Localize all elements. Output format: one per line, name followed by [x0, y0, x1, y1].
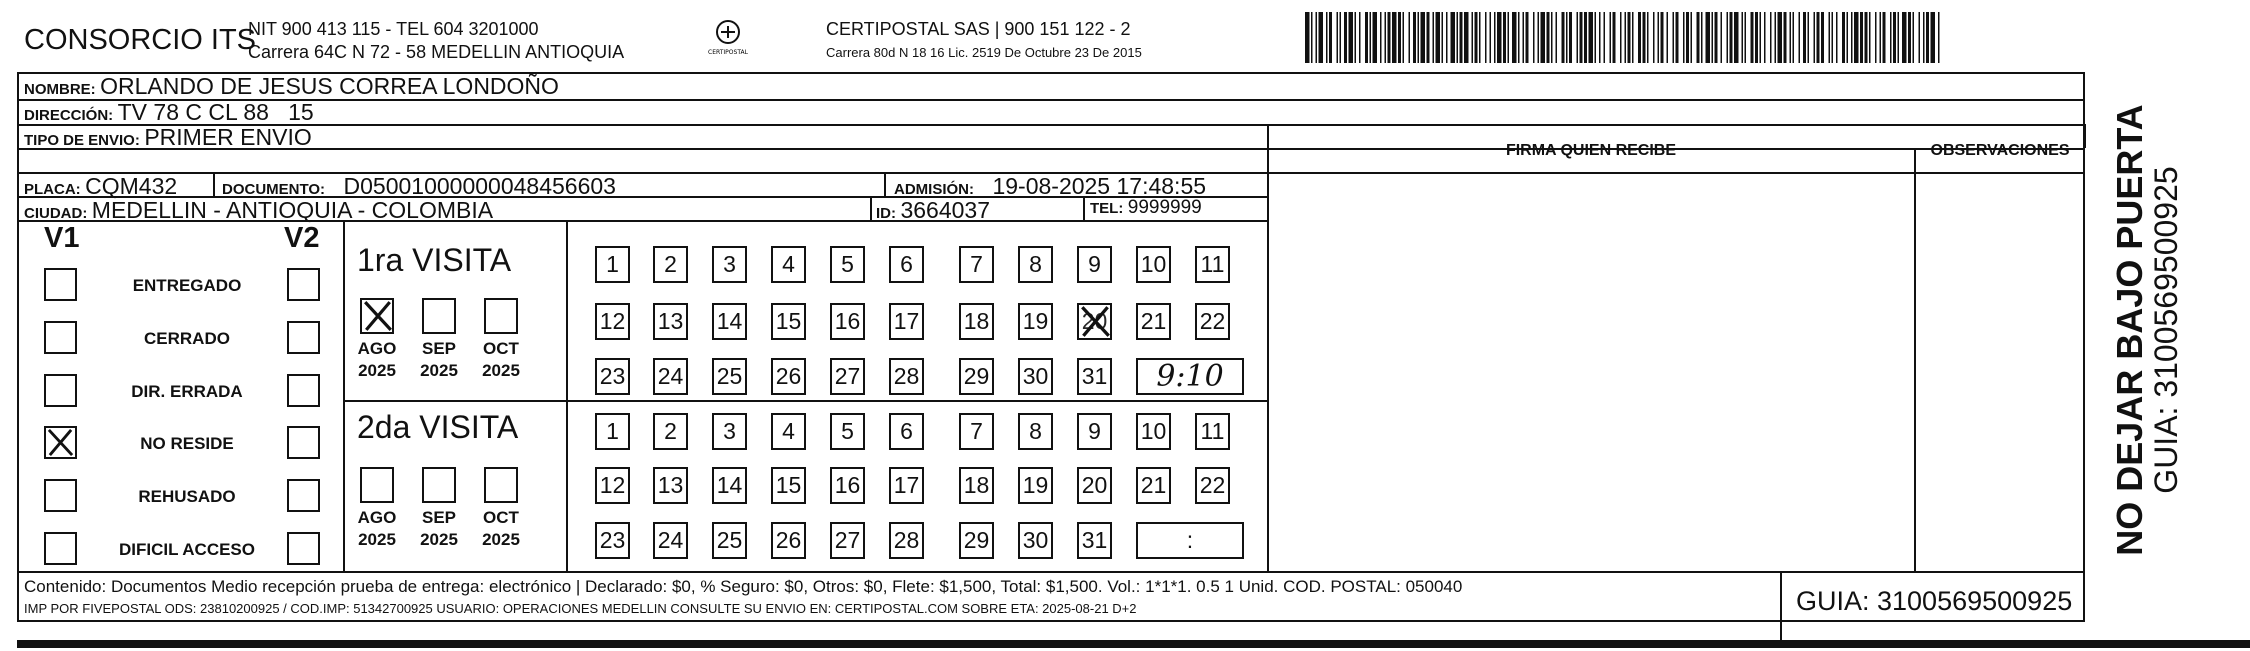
day-number: 13: [657, 308, 684, 334]
day-box[interactable]: [1018, 246, 1053, 283]
day-number: 13: [657, 472, 684, 498]
day-number: 22: [1199, 308, 1226, 334]
day-box[interactable]: [595, 246, 630, 283]
day-box[interactable]: [712, 522, 747, 559]
month-label: SEP: [421, 508, 457, 527]
admision-row: [894, 173, 1206, 200]
day-box[interactable]: [1195, 413, 1230, 450]
day-box[interactable]: [1018, 522, 1053, 559]
v2-checkbox[interactable]: [287, 426, 320, 459]
month-checkbox[interactable]: [422, 467, 456, 503]
year-label: 2025: [358, 361, 396, 380]
day-number: 25: [716, 527, 743, 553]
month-label: OCT: [483, 339, 519, 358]
day-box[interactable]: [771, 303, 806, 340]
nombre-value: ORLANDO DE JESUS CORREA LONDOÑO: [100, 73, 559, 99]
day-number: 8: [1029, 418, 1042, 444]
day-number: 31: [1081, 363, 1108, 389]
documento-value: D05001000000048456603: [343, 173, 616, 199]
day-number: 22: [1199, 472, 1226, 498]
day-number: 1: [606, 251, 619, 277]
logo-text: CERTIPOSTAL: [708, 49, 748, 56]
direccion-value: TV 78 C CL 88 15: [117, 99, 314, 125]
day-number: 6: [900, 418, 913, 444]
x-mark-icon: [1079, 305, 1112, 338]
nombre-row: [24, 73, 559, 100]
id-row: [876, 197, 990, 224]
day-box[interactable]: [712, 467, 747, 504]
tipo-value: PRIMER ENVIO: [144, 124, 312, 150]
time-box[interactable]: [1136, 522, 1244, 559]
day-number: 29: [963, 363, 990, 389]
day-number: 14: [716, 308, 743, 334]
day-box[interactable]: [1077, 467, 1112, 504]
side-note-wrap: [2106, 100, 2186, 560]
day-number: 14: [716, 472, 743, 498]
day-box[interactable]: [959, 413, 994, 450]
nombre-label: NOMBRE:: [24, 81, 96, 98]
direccion-row: [24, 99, 314, 126]
day-box[interactable]: [1195, 246, 1230, 283]
status-label: CERRADO: [144, 329, 230, 348]
day-number: 5: [841, 418, 854, 444]
id-value: 3664037: [900, 197, 990, 223]
day-box[interactable]: [830, 467, 865, 504]
v1-checkbox[interactable]: [44, 479, 77, 512]
day-box[interactable]: [1018, 303, 1053, 340]
day-number: 9: [1088, 418, 1101, 444]
day-number: 28: [893, 527, 920, 553]
day-number: 23: [599, 363, 626, 389]
day-number: 17: [893, 308, 920, 334]
day-number: 9: [1088, 251, 1101, 277]
company-name: CONSORCIO ITS: [24, 24, 257, 56]
day-number: 16: [834, 472, 861, 498]
day-box[interactable]: [889, 522, 924, 559]
v1-checkbox[interactable]: [44, 426, 77, 459]
day-number: 26: [775, 527, 802, 553]
company-nit: NIT 900 413 115 - TEL 604 3201000: [248, 19, 539, 39]
admision-value: 19-08-2025 17:48:55: [992, 173, 1207, 199]
day-box[interactable]: [830, 246, 865, 283]
day-box[interactable]: [653, 246, 688, 283]
day-number: 5: [841, 251, 854, 277]
day-number: 2: [664, 251, 677, 277]
day-box[interactable]: [1077, 522, 1112, 559]
day-number: 16: [834, 308, 861, 334]
day-box[interactable]: [830, 303, 865, 340]
day-box[interactable]: [1077, 303, 1112, 340]
day-number: 31: [1081, 527, 1108, 553]
day-box[interactable]: [1136, 303, 1171, 340]
placa-value: CQM432: [85, 173, 178, 199]
v2-checkbox[interactable]: [287, 479, 320, 512]
ciudad-row: [24, 197, 493, 224]
day-box[interactable]: [830, 413, 865, 450]
day-box[interactable]: [830, 522, 865, 559]
status-label: DIR. ERRADA: [131, 382, 243, 401]
day-number: 29: [963, 527, 990, 553]
status-label: ENTREGADO: [132, 276, 242, 295]
visit2-title: 2da VISITA: [357, 409, 519, 445]
placa-row: [24, 173, 177, 200]
contenido-text: Contenido: Documentos Medio recepción prueba de entrega: electrónico | Declarado: $0, % Seguro: $0, Otros: $0, Flete: $1,500, Total: $1,500. Vol.: 1*1*1. 0.5 1 Unid. COD. POSTAL: 050040: [24, 577, 1463, 596]
day-number: 7: [970, 418, 983, 444]
day-number: 25: [716, 363, 743, 389]
day-number: 3: [723, 418, 736, 444]
day-number: 1: [606, 418, 619, 444]
admision-label: ADMISIÓN:: [894, 181, 974, 198]
day-box[interactable]: [889, 246, 924, 283]
day-number: 20: [1081, 472, 1108, 498]
certipostal-logo: [708, 18, 748, 58]
day-number: 24: [657, 527, 684, 553]
year-label: 2025: [420, 530, 458, 549]
day-number: 30: [1022, 363, 1049, 389]
day-box[interactable]: [653, 303, 688, 340]
year-label: 2025: [482, 530, 520, 549]
day-number: 23: [599, 527, 626, 553]
day-box[interactable]: [889, 358, 924, 395]
year-label: 2025: [358, 530, 396, 549]
day-box[interactable]: [959, 303, 994, 340]
day-box[interactable]: [653, 358, 688, 395]
day-number: 26: [775, 363, 802, 389]
day-box[interactable]: [889, 413, 924, 450]
day-box[interactable]: [1195, 467, 1230, 504]
tel-label: TEL:: [1090, 200, 1124, 217]
ciudad-label: CIUDAD:: [24, 205, 88, 222]
day-box[interactable]: [1136, 246, 1171, 283]
day-number: 6: [900, 251, 913, 277]
day-box[interactable]: [889, 467, 924, 504]
day-box[interactable]: [1136, 467, 1171, 504]
day-box[interactable]: [771, 467, 806, 504]
day-box[interactable]: [595, 413, 630, 450]
day-number: 20: [1081, 308, 1108, 334]
time-value: 9:10: [1156, 359, 1224, 394]
carrier-address: Carrera 80d N 18 16 Lic. 2519 De Octubre 23 De 2015: [826, 45, 1142, 60]
id-label: ID:: [876, 205, 896, 222]
v1-checkbox[interactable]: [44, 532, 77, 565]
day-number: 12: [599, 472, 626, 498]
day-number: 4: [782, 418, 795, 444]
day-number: 10: [1140, 418, 1167, 444]
day-box[interactable]: [771, 522, 806, 559]
tipo-label: TIPO DE ENVIO:: [24, 132, 140, 149]
day-box[interactable]: [889, 303, 924, 340]
day-number: 11: [1200, 418, 1225, 444]
day-number: 3: [723, 251, 736, 277]
day-number: 15: [775, 472, 802, 498]
day-box[interactable]: [771, 246, 806, 283]
day-number: 24: [657, 363, 684, 389]
day-number: 10: [1140, 251, 1167, 277]
day-box[interactable]: [653, 467, 688, 504]
month-checkbox[interactable]: [484, 298, 518, 334]
day-box[interactable]: [1018, 413, 1053, 450]
year-label: 2025: [420, 361, 458, 380]
day-number: 27: [834, 527, 861, 553]
day-number: 8: [1029, 251, 1042, 277]
v2-checkbox[interactable]: [287, 374, 320, 407]
day-box[interactable]: [1077, 246, 1112, 283]
day-number: 11: [1200, 251, 1225, 277]
day-box[interactable]: [1077, 358, 1112, 395]
day-number: 12: [599, 308, 626, 334]
carrier-name: CERTIPOSTAL SAS | 900 151 122 - 2: [826, 19, 1131, 39]
v2-checkbox[interactable]: [287, 321, 320, 354]
x-mark-icon: [46, 428, 75, 457]
day-number: 27: [834, 363, 861, 389]
day-box[interactable]: [1195, 303, 1230, 340]
day-number: 2: [664, 418, 677, 444]
day-number: 15: [775, 308, 802, 334]
day-box[interactable]: [771, 358, 806, 395]
v2-checkbox[interactable]: [287, 532, 320, 565]
day-box[interactable]: [959, 358, 994, 395]
status-label: NO RESIDE: [140, 434, 234, 453]
tipo-row: [24, 124, 312, 151]
day-box[interactable]: [1018, 467, 1053, 504]
day-box[interactable]: [712, 358, 747, 395]
placa-label: PLACA:: [24, 181, 81, 198]
day-box[interactable]: [595, 467, 630, 504]
time-box[interactable]: [1136, 358, 1244, 395]
v1-label: V1: [44, 222, 80, 254]
imp-text: IMP POR FIVEPOSTAL ODS: 23810200925 / COD.IMP: 51342700925 USUARIO: OPERACIONES MEDELLIN CONSULTE SU ENVIO EN: CERTIPOSTAL.COM SOBRE ETA: 2025-08-21 D+2: [24, 601, 1137, 616]
day-number: 18: [963, 472, 990, 498]
documento-row: [222, 173, 616, 200]
day-box[interactable]: [1018, 358, 1053, 395]
day-box[interactable]: [712, 246, 747, 283]
month-label: AGO: [357, 339, 397, 358]
day-box[interactable]: [1136, 413, 1171, 450]
v2-label: V2: [284, 222, 320, 254]
tel-value: 9999999: [1127, 197, 1202, 218]
month-checkbox[interactable]: [360, 298, 394, 334]
day-box[interactable]: [595, 522, 630, 559]
day-box[interactable]: [959, 246, 994, 283]
day-number: 18: [963, 308, 990, 334]
x-mark-icon: [362, 300, 394, 332]
footer-guia: GUIA: 3100569500925: [1796, 586, 2073, 616]
month-checkbox[interactable]: [484, 467, 518, 503]
day-box[interactable]: [959, 522, 994, 559]
visit1-title: 1ra VISITA: [357, 242, 512, 278]
direccion-label: DIRECCIÓN:: [24, 107, 114, 124]
ciudad-value: MEDELLIN - ANTIOQUIA - COLOMBIA: [91, 197, 494, 223]
barcode: [1305, 12, 1941, 63]
day-box[interactable]: [595, 303, 630, 340]
v2-checkbox[interactable]: [287, 268, 320, 301]
time-value: :: [1186, 527, 1194, 553]
month-label: SEP: [421, 339, 457, 358]
day-number: 7: [970, 251, 983, 277]
day-number: 30: [1022, 527, 1049, 553]
side-guia: GUIA: 3100569500925: [2148, 166, 2184, 494]
day-box[interactable]: [712, 303, 747, 340]
day-number: 21: [1140, 472, 1167, 498]
day-box[interactable]: [1077, 413, 1112, 450]
day-box[interactable]: [830, 358, 865, 395]
day-number: 19: [1022, 308, 1049, 334]
tel-row: [1090, 197, 1202, 219]
month-checkbox[interactable]: [422, 298, 456, 334]
v1-checkbox[interactable]: [44, 321, 77, 354]
day-box[interactable]: [959, 467, 994, 504]
v1-checkbox[interactable]: [44, 268, 77, 301]
day-number: 19: [1022, 472, 1049, 498]
v1-checkbox[interactable]: [44, 374, 77, 407]
day-box[interactable]: [771, 413, 806, 450]
day-box[interactable]: [712, 413, 747, 450]
side-note: NO DEJAR BAJO PUERTA: [2109, 104, 2150, 556]
day-number: 28: [893, 363, 920, 389]
day-box[interactable]: [653, 522, 688, 559]
observaciones-header: OBSERVACIONES: [1930, 142, 2070, 159]
month-label: AGO: [357, 508, 397, 527]
status-label: REHUSADO: [138, 487, 236, 506]
day-box[interactable]: [653, 413, 688, 450]
month-label: OCT: [483, 508, 519, 527]
day-box[interactable]: [595, 358, 630, 395]
documento-label: DOCUMENTO:: [222, 181, 326, 198]
company-address: Carrera 64C N 72 - 58 MEDELLIN ANTIOQUIA: [248, 42, 625, 62]
day-number: 21: [1140, 308, 1167, 334]
day-number: 4: [782, 251, 795, 277]
firma-header: FIRMA QUIEN RECIBE: [1505, 142, 1677, 159]
day-number: 17: [893, 472, 920, 498]
month-checkbox[interactable]: [360, 467, 394, 503]
status-label: DIFICIL ACCESO: [118, 540, 255, 559]
year-label: 2025: [482, 361, 520, 380]
